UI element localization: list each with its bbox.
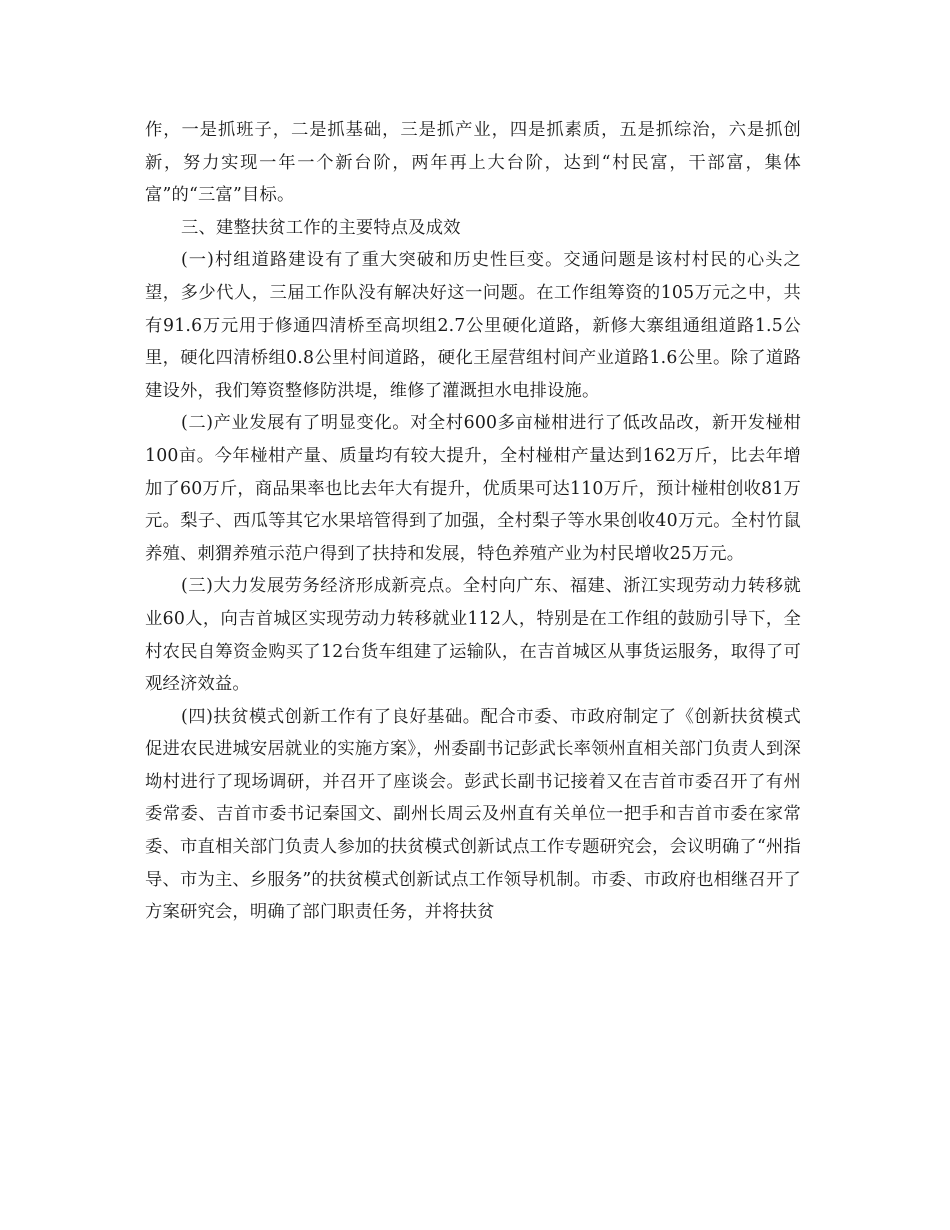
section-heading: 三、建整扶贫工作的主要特点及成效	[181, 217, 461, 238]
paragraph-industry: (二)产业发展有了明显变化。对全村600多亩椪柑进行了低改品改，新开发椪柑100亩。今年椪柑产量、质量均有较大提升，全村椪柑产量达到162万斤，比去年增加了60万斤，商品果率也比去年大有提升，优质果可达110万斤，预计椪柑创收81万元。梨子、西瓜等其它水果培管得到了加强，全村梨子等水果创收40万元。全村竹鼠养殖、刺猬养殖示范户得到了扶持和发展，特色养殖产业为村民增收25万元。	[145, 413, 801, 564]
paragraph-labor: (三)大力发展劳务经济形成新亮点。全村向广东、福建、浙江实现劳动力转移就业60人，向吉首城区实现劳动力转移就业112人，特别是在工作组的鼓励引导下，全村农民自筹资金购买了12台货车组建了运输队，在吉首城区从事货运服务，取得了可观经济效益。	[145, 576, 801, 695]
paragraph-model-innovation: (四)扶贫模式创新工作有了良好基础。配合市委、市政府制定了《创新扶贫模式促进农民进城安居就业的实施方案》，州委副书记彭武长率领州直相关部门负责人到深坳村进行了现场调研，并召开了座谈会。彭武长副书记接着又在吉首市委召开了有州委常委、吉首市委书记秦国文、副州长周云及州直有关单位一把手和吉首市委在家常委、市直相关部门负责人参加的扶贫模式创新试点工作专题研究会，会议明确了“州指导、市为主、乡服务”的扶贫模式创新试点工作领导机制。市委、市政府也相继召开了方案研究会，明确了部门职责任务，并将扶贫	[145, 706, 801, 923]
paragraph-continuation: 作，一是抓班子，二是抓基础，三是抓产业，四是抓素质，五是抓综治，六是抓创新，努力实现一年一个新台阶，两年再上大台阶，达到“村民富，干部富，集体富”的“三富”目标。	[145, 120, 801, 206]
paragraph-roads: (一)村组道路建设有了重大突破和历史性巨变。交通问题是该村村民的心头之望，多少代人，三届工作队没有解决好这一问题。在工作组筹资的105万元之中，共有91.6万元用于修通四清桥至高坝组2.7公里硬化道路，新修大寨组通组道路1.5公里，硬化四清桥组0.8公里村间道路，硬化王屋营组村间产业道路1.6公里。除了道路建设外，我们筹资整修防洪堤，维修了灌溉担水电排设施。	[145, 250, 801, 401]
document-body	[145, 114, 801, 929]
